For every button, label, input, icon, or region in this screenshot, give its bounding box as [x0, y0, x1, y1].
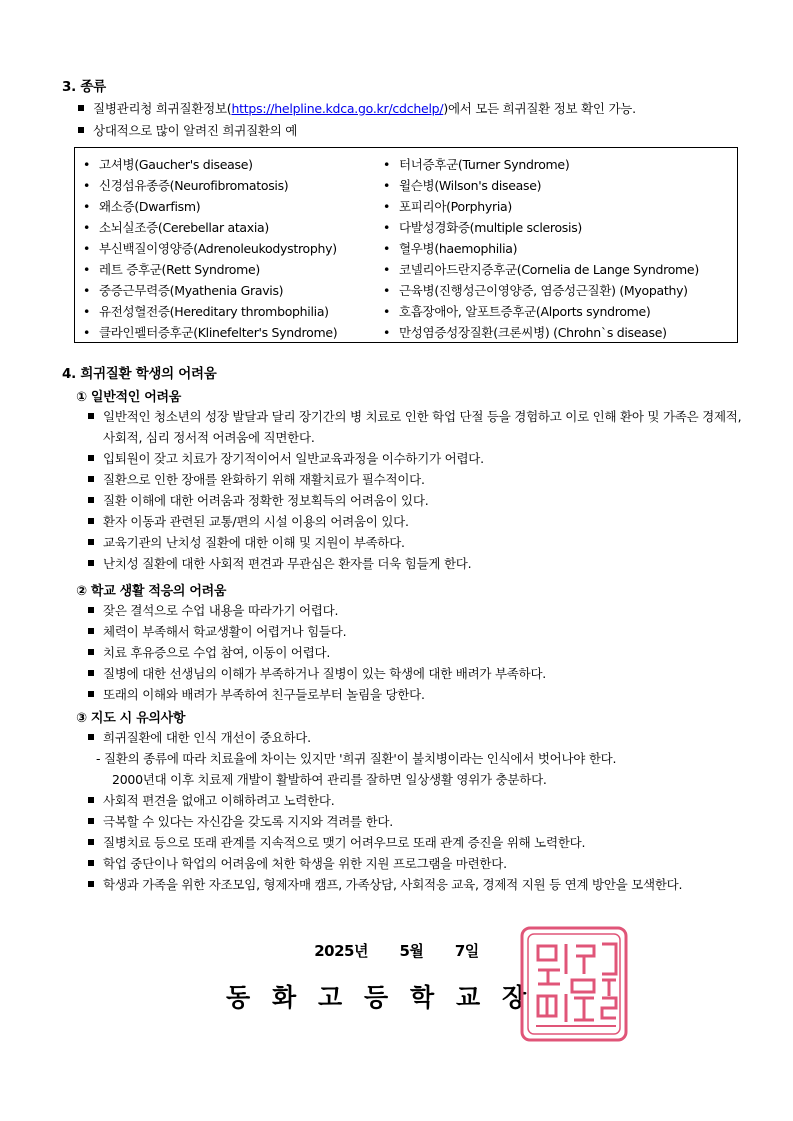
section4-title: 4. 희귀질환 학생의 어려움: [62, 366, 217, 382]
list-item: 극복할 수 있다는 자신감을 갖도록 지지와 격려를 한다.: [88, 811, 744, 832]
school-name-char: 장: [502, 983, 527, 1012]
bullet-dot-icon: •: [383, 241, 391, 256]
list-item: 난치성 질환에 대한 사회적 편견과 무관심은 환자를 더욱 힘들게 한다.: [88, 553, 744, 574]
bullet-dot-icon: •: [383, 220, 391, 235]
square-bullet-icon: [88, 797, 94, 803]
disease-name: 중증근무력증(Myathenia Gravis): [99, 283, 284, 298]
square-bullet-icon: [88, 818, 94, 824]
date-day: 7일: [454, 942, 479, 960]
disease-name: 고셔병(Gaucher's disease): [99, 157, 253, 172]
disease-item: [383, 280, 699, 301]
disease-name: 만성염증성장질환(크론씨병) (Chrohn`s disease): [399, 325, 667, 340]
disease-item: [383, 175, 699, 196]
bullet-dot-icon: •: [83, 262, 91, 277]
school-name-char: 교: [456, 983, 481, 1012]
bullet-dot-icon: •: [383, 157, 391, 172]
disease-item: [83, 322, 337, 343]
bullet-dot-icon: •: [83, 304, 91, 319]
disease-name: 레트 증후군(Rett Syndrome): [99, 262, 260, 277]
list-item: 사회적 편견을 없애고 이해하려고 노력한다.: [88, 790, 744, 811]
list-item: 질병치료 등으로 또래 관계를 지속적으로 맺기 어려우므로 또래 관계 증진을 위해 노력한다.: [88, 832, 744, 853]
list-item: 환자 이동과 관련된 교통/편의 시설 이용의 어려움이 있다.: [88, 511, 744, 532]
disease-item: [83, 280, 337, 301]
disease-item: [83, 217, 337, 238]
section3-bullet-info: 질병관리청 희귀질환정보(https://helpline.kdca.go.kr/cdchelp/)에서 모든 희귀질환 정보 확인 가능.: [78, 101, 636, 117]
bullet-dot-icon: •: [83, 178, 91, 193]
disease-item: [83, 154, 337, 175]
square-bullet-icon: [88, 413, 94, 419]
list-item: 잦은 결석으로 수업 내용을 따라가기 어렵다.: [88, 600, 744, 621]
bullet-dot-icon: •: [83, 157, 91, 172]
bullet-dot-icon: •: [383, 262, 391, 277]
disease-item: [83, 259, 337, 280]
disease-item: [383, 322, 699, 343]
date-year: 2025년: [314, 942, 368, 960]
subsection2-list: [88, 600, 744, 705]
list-item: 학업 중단이나 학업의 어려움에 처한 학생을 위한 지원 프로그램을 마련한다.: [88, 853, 744, 874]
list-item: 체력이 부족해서 학교생활이 어렵거나 힘들다.: [88, 621, 744, 642]
list-item: 교육기관의 난치성 질환에 대한 이해 및 지원이 부족하다.: [88, 532, 744, 553]
square-bullet-icon: [88, 734, 94, 740]
disease-list-left: [83, 154, 337, 343]
school-name-char: 동: [226, 983, 251, 1012]
square-bullet-icon: [88, 476, 94, 482]
school-name-char: 등: [364, 983, 389, 1012]
subsection1-list: [88, 406, 744, 574]
square-bullet-icon: [88, 455, 94, 461]
square-bullet-icon: [88, 839, 94, 845]
bullet-dot-icon: •: [83, 241, 91, 256]
square-bullet-icon: [78, 127, 84, 133]
disease-item: [383, 238, 699, 259]
square-bullet-icon: [88, 881, 94, 887]
disease-name: 왜소증(Dwarfism): [99, 199, 201, 214]
dash-note-line1: - 질환의 종류에 따라 치료율에 차이는 있지만 '희귀 질환'이 불치병이라는 인식에서 벗어나야 한다.: [96, 751, 617, 766]
square-bullet-icon: [88, 518, 94, 524]
disease-item: [383, 196, 699, 217]
square-bullet-icon: [88, 560, 94, 566]
list-item: 질병에 대한 선생님의 이해가 부족하거나 질병이 있는 학생에 대한 배려가 부족하다.: [88, 663, 744, 684]
bullet-dot-icon: •: [383, 325, 391, 340]
section3-title: 3. 종류: [62, 79, 106, 95]
subsection3-list: [88, 727, 744, 895]
subsection3-items: [88, 790, 744, 874]
section3-bullet-examples: 상대적으로 많이 알려진 희귀질환의 예: [78, 123, 297, 139]
square-bullet-icon: [88, 539, 94, 545]
date-month: 5월: [399, 942, 424, 960]
list-item: 학생과 가족을 위한 자조모임, 형제자매 캠프, 가족상담, 사회적응 교육, 경제적 지원 등 연계 방안을 모색한다.: [88, 874, 744, 895]
official-seal-icon: [514, 922, 634, 1046]
disease-list-right: [383, 154, 699, 343]
subsection1-title: ① 일반적인 어려움: [76, 390, 181, 405]
disease-name: 윌슨병(Wilson's disease): [399, 178, 542, 193]
list-item: 치료 후유증으로 수업 참여, 이동이 어렵다.: [88, 642, 744, 663]
disease-name: 근육병(진행성근이영양증, 염증성근질환) (Myopathy): [399, 283, 688, 298]
subsection2-title: ② 학교 생활 적응의 어려움: [76, 584, 227, 599]
dash-note-line2: 2000년대 이후 치료제 개발이 활발하여 관리를 잘하면 일상생활 영위가 충분하다.: [112, 772, 547, 787]
disease-name: 유전성혈전증(Hereditary thrombophilia): [99, 304, 329, 319]
disease-name: 다발성경화증(multiple sclerosis): [399, 220, 582, 235]
disease-list-box: [74, 147, 738, 343]
list-item: 희귀질환에 대한 인식 개선이 중요하다.: [88, 727, 744, 748]
bullet-dot-icon: •: [83, 283, 91, 298]
bullet-dot-icon: •: [383, 178, 391, 193]
disease-name: 코넬리아드란지증후군(Cornelia de Lange Syndrome): [399, 262, 699, 277]
disease-item: [383, 259, 699, 280]
square-bullet-icon: [88, 860, 94, 866]
disease-name: 클라인펠터증후군(Klinefelter's Syndrome): [99, 325, 338, 340]
disease-name: 소뇌실조증(Cerebellar ataxia): [99, 220, 269, 235]
list-item: 질환 이해에 대한 어려움과 정확한 정보획득의 어려움이 있다.: [88, 490, 744, 511]
disease-item: [383, 301, 699, 322]
disease-name: 호흡장애아, 알포트증후군(Alports syndrome): [399, 304, 651, 319]
disease-name: 신경섬유종증(Neurofibromatosis): [99, 178, 289, 193]
school-principal-name: [226, 978, 548, 1014]
list-item: 입퇴원이 잦고 치료가 장기적이어서 일반교육과정을 이수하기가 어렵다.: [88, 448, 744, 469]
bullet-dot-icon: •: [83, 220, 91, 235]
disease-name: 터너증후군(Turner Syndrome): [399, 157, 570, 172]
square-bullet-icon: [78, 105, 84, 111]
disease-item: [83, 301, 337, 322]
issue-date: [0, 940, 793, 961]
bullet-dot-icon: •: [83, 325, 91, 340]
square-bullet-icon: [88, 497, 94, 503]
bullet-dot-icon: •: [83, 199, 91, 214]
square-bullet-icon: [88, 691, 94, 697]
disease-item: [83, 238, 337, 259]
school-name-char: 학: [410, 983, 435, 1012]
school-name-char: 화: [272, 983, 297, 1012]
bullet-dot-icon: •: [383, 283, 391, 298]
bullet-dot-icon: •: [383, 304, 391, 319]
disease-name: 포피리아(Porphyria): [399, 199, 512, 214]
disease-name: 부신백질이영양증(Adrenoleukodystrophy): [99, 241, 337, 256]
square-bullet-icon: [88, 649, 94, 655]
kdca-helpline-link[interactable]: https://helpline.kdca.go.kr/cdchelp/: [231, 101, 444, 116]
list-item: 또래의 이해와 배려가 부족하여 친구들로부터 놀림을 당한다.: [88, 684, 744, 705]
bullet-dot-icon: •: [383, 199, 391, 214]
disease-item: [83, 196, 337, 217]
disease-name: 혈우병(haemophilia): [399, 241, 518, 256]
square-bullet-icon: [88, 628, 94, 634]
school-name-char: 고: [318, 983, 343, 1012]
subsection3-title: ③ 지도 시 유의사항: [76, 711, 186, 726]
square-bullet-icon: [88, 607, 94, 613]
list-item: 일반적인 청소년의 성장 발달과 달리 장기간의 병 치료로 인한 학업 단절 등을 경험하고 이로 인해 환아 및 가족은 경제적, 사회적, 심리 정서적 어려움에 직면한다.: [88, 406, 744, 448]
list-item: 질환으로 인한 장애를 완화하기 위해 재활치료가 필수적이다.: [88, 469, 744, 490]
disease-item: [383, 217, 699, 238]
disease-item: [383, 154, 699, 175]
square-bullet-icon: [88, 670, 94, 676]
disease-item: [83, 175, 337, 196]
